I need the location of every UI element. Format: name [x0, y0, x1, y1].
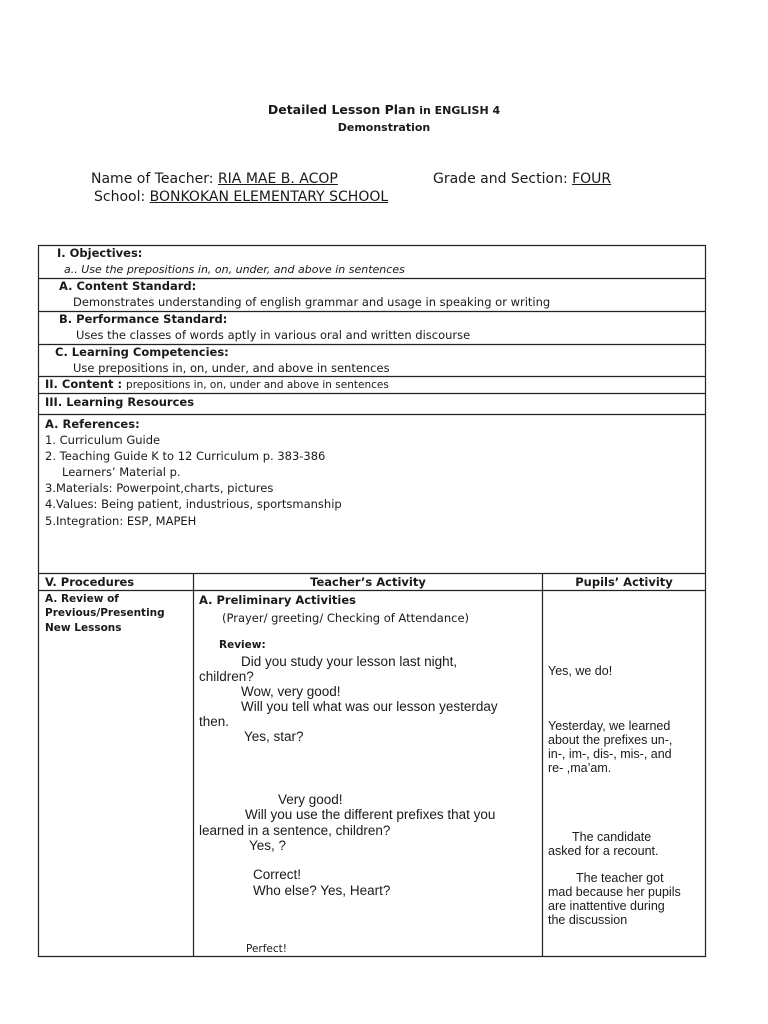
reference-line: Learners’ Material p. — [62, 465, 181, 479]
teacher-line: Yes, ? — [249, 838, 287, 853]
pupils-activity-header: Pupils’ Activity — [575, 575, 673, 589]
teacher-label: Name of Teacher: — [91, 171, 218, 187]
teacher-line: Very good! — [278, 792, 343, 807]
grade-value: FOUR — [572, 171, 612, 187]
teacher-activity-header: Teacher’s Activity — [310, 575, 426, 589]
pupil-line: Yes, we do! — [548, 664, 613, 678]
teacher-value: RIA MAE B. ACOP — [217, 171, 338, 187]
preliminary-activities-sub: (Prayer/ greeting/ Checking of Attendance) — [222, 611, 470, 625]
teacher-line: Correct! — [253, 867, 302, 882]
teacher-line: Wow, very good! — [241, 684, 341, 699]
resources-heading: III. Learning Resources — [45, 395, 195, 409]
review-label: Review: — [219, 639, 266, 651]
teacher-line: Yes, star? — [244, 729, 304, 744]
objective-a: a.. Use the prepositions in, on, under, and above in sentences — [64, 263, 405, 276]
pupil-line: mad because her pupils — [548, 885, 681, 899]
title-subject: in ENGLISH 4 — [415, 104, 501, 117]
pupil-line: Yesterday, we learned — [548, 719, 671, 733]
reference-line: 4.Values: Being patient, industrious, sportsmanship — [45, 497, 342, 511]
pupil-line: about the prefixes un-, — [548, 733, 673, 747]
content-text: prepositions in, on, under and above in sentences — [126, 379, 389, 391]
teacher-line: Who else? Yes, Heart? — [253, 883, 391, 898]
procedure-step-line: New Lessons — [45, 622, 122, 634]
performance-standard-label: B. Performance Standard: — [59, 312, 228, 326]
grade-label: Grade and Section: — [433, 171, 573, 187]
teacher-line: Will you use the different prefixes that you — [245, 807, 496, 822]
procedures-header: V. Procedures — [45, 575, 135, 589]
pupil-line: asked for a recount. — [548, 844, 659, 858]
pupil-line: in-, im-, dis-, mis-, and — [548, 747, 672, 761]
pupil-line: The teacher got — [576, 871, 664, 885]
performance-standard-text: Uses the classes of words aptly in various oral and written discourse — [76, 328, 471, 342]
content-standard-label: A. Content Standard: — [59, 279, 197, 293]
procedure-step-line: Previous/Presenting — [45, 607, 165, 619]
content-row — [45, 377, 389, 391]
content-standard-text: Demonstrates understanding of english grammar and usage in speaking or writing — [73, 295, 551, 309]
reference-line: 3.Materials: Powerpoint,charts, pictures — [45, 481, 274, 495]
procedure-step-line: A. Review of — [45, 593, 119, 605]
objectives-heading: I. Objectives: — [57, 246, 143, 260]
teacher-line: Did you study your lesson last night, — [241, 654, 458, 669]
document-subtitle: Demonstration — [337, 121, 431, 134]
teacher-line: Will you tell what was our lesson yesterday — [241, 699, 498, 714]
competencies-label: C. Learning Competencies: — [55, 345, 229, 359]
teacher-line: then. — [199, 714, 230, 729]
reference-line: 2. Teaching Guide K to 12 Curriculum p. 383-386 — [45, 449, 326, 463]
school-label: School: — [94, 189, 150, 205]
reference-line: 5.Integration: ESP, MAPEH — [45, 514, 197, 528]
teacher-line: Perfect! — [246, 943, 287, 955]
references-label: A. References: — [45, 417, 140, 431]
pupil-line: re- ,ma’am. — [548, 761, 612, 775]
preliminary-activities-label: A. Preliminary Activities — [199, 593, 356, 607]
content-label: II. Content : — [45, 377, 127, 391]
school-value: BONKOKAN ELEMENTARY SCHOOL — [149, 189, 389, 205]
pupil-line: The candidate — [572, 830, 652, 844]
pupil-line: are inattentive during — [548, 899, 665, 913]
teacher-line: learned in a sentence, children? — [199, 823, 391, 838]
title-main: Detailed Lesson Plan — [267, 102, 416, 117]
competencies-text: Use prepositions in, on, under, and above in sentences — [73, 361, 390, 375]
reference-line: 1. Curriculum Guide — [45, 433, 161, 447]
pupil-line: the discussion — [548, 913, 628, 927]
teacher-line: children? — [199, 669, 254, 684]
